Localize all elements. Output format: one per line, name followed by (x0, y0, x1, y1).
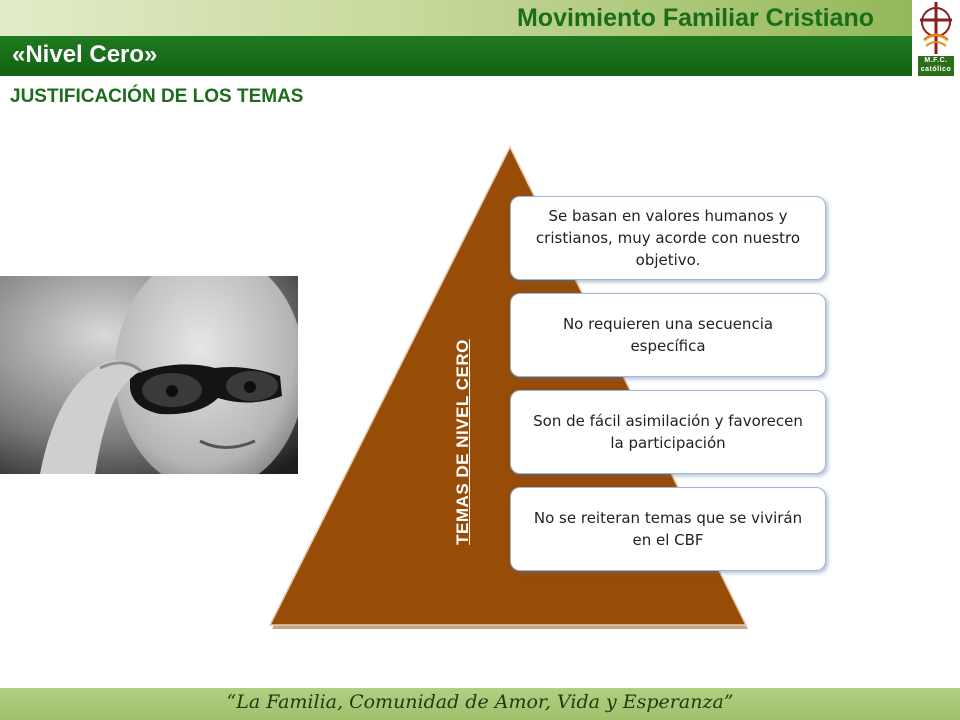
page-subtitle: JUSTIFICACIÓN DE LOS TEMAS (10, 86, 304, 107)
info-box-no-repeat: No se reiteran temas que se vivirán en el CBF (510, 487, 826, 571)
mfc-cross-logo-icon (912, 0, 960, 56)
section-title: «Nivel Cero» (12, 41, 158, 68)
pyramid-label: TEMAS DE NIVEL CERO (453, 339, 472, 545)
info-box-assimilation: Son de fácil asimilación y favorecen la participación (510, 390, 826, 474)
organization-title: Movimiento Familiar Cristiano (516, 4, 874, 32)
info-box-values: Se basan en valores humanos y cristianos, muy acorde con nuestro objetivo. (510, 196, 826, 280)
header-banner (0, 0, 960, 76)
mfc-logo (912, 0, 960, 80)
man-with-glasses-photo (0, 276, 298, 474)
logo-text: M.F.C. católico (918, 56, 954, 76)
info-box-sequence: No requieren una secuencia específica (510, 293, 826, 377)
footer-banner (0, 688, 960, 720)
footer-motto: “La Familia, Comunidad de Amor, Vida y Esperanza” (226, 691, 734, 713)
